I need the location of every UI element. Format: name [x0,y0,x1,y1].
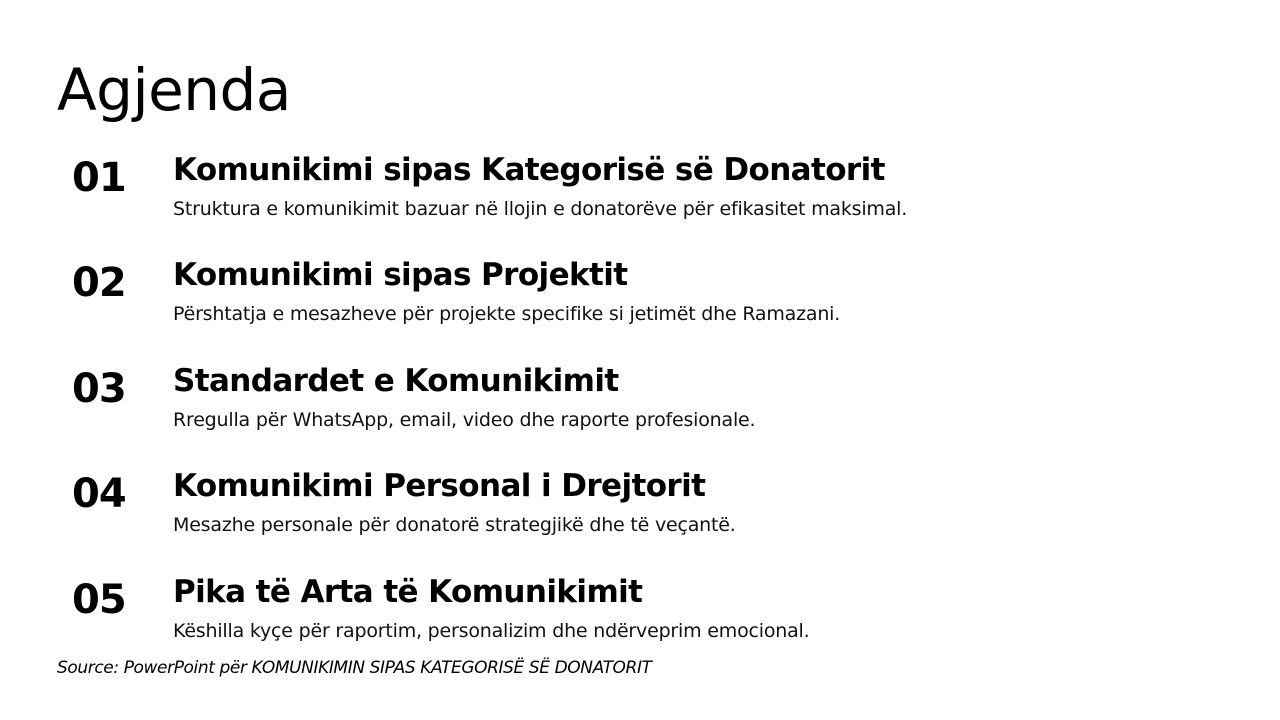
source-caption: Source: PowerPoint për KOMUNIKIMIN SIPAS KATEGORISË SË DONATORIT [57,658,652,678]
slide-title: Agjenda [57,56,291,124]
agenda-item-04 [0,468,1280,568]
agenda-item-heading: Komunikimi sipas Kategorisë së Donatorit [173,152,885,188]
agenda-item-heading: Komunikimi Personal i Drejtorit [173,468,706,504]
agenda-item-number: 05 [72,577,126,623]
agenda-item-description: Struktura e komunikimit bazuar në llojin e donatorëve për efikasitet maksimal. [173,198,908,220]
agenda-item-heading: Standardet e Komunikimit [173,363,619,399]
agenda-item-number: 04 [72,471,126,517]
agenda-item-01 [0,152,1280,252]
agenda-item-description: Këshilla kyçe për raportim, personalizim dhe ndërveprim emocional. [173,620,810,642]
agenda-item-02 [0,257,1280,357]
agenda-item-number: 02 [72,260,126,306]
agenda-item-description: Përshtatja e mesazheve për projekte specifike si jetimët dhe Ramazani. [173,303,841,325]
agenda-item-number: 03 [72,366,126,412]
agenda-item-description: Rregulla për WhatsApp, email, video dhe raporte profesionale. [173,409,756,431]
agenda-item-03 [0,363,1280,463]
agenda-item-heading: Komunikimi sipas Projektit [173,257,628,293]
agenda-item-number: 01 [72,155,126,201]
agenda-item-description: Mesazhe personale për donatorë strategjikë dhe të veçantë. [173,514,736,536]
agenda-item-heading: Pika të Arta të Komunikimit [173,574,643,610]
